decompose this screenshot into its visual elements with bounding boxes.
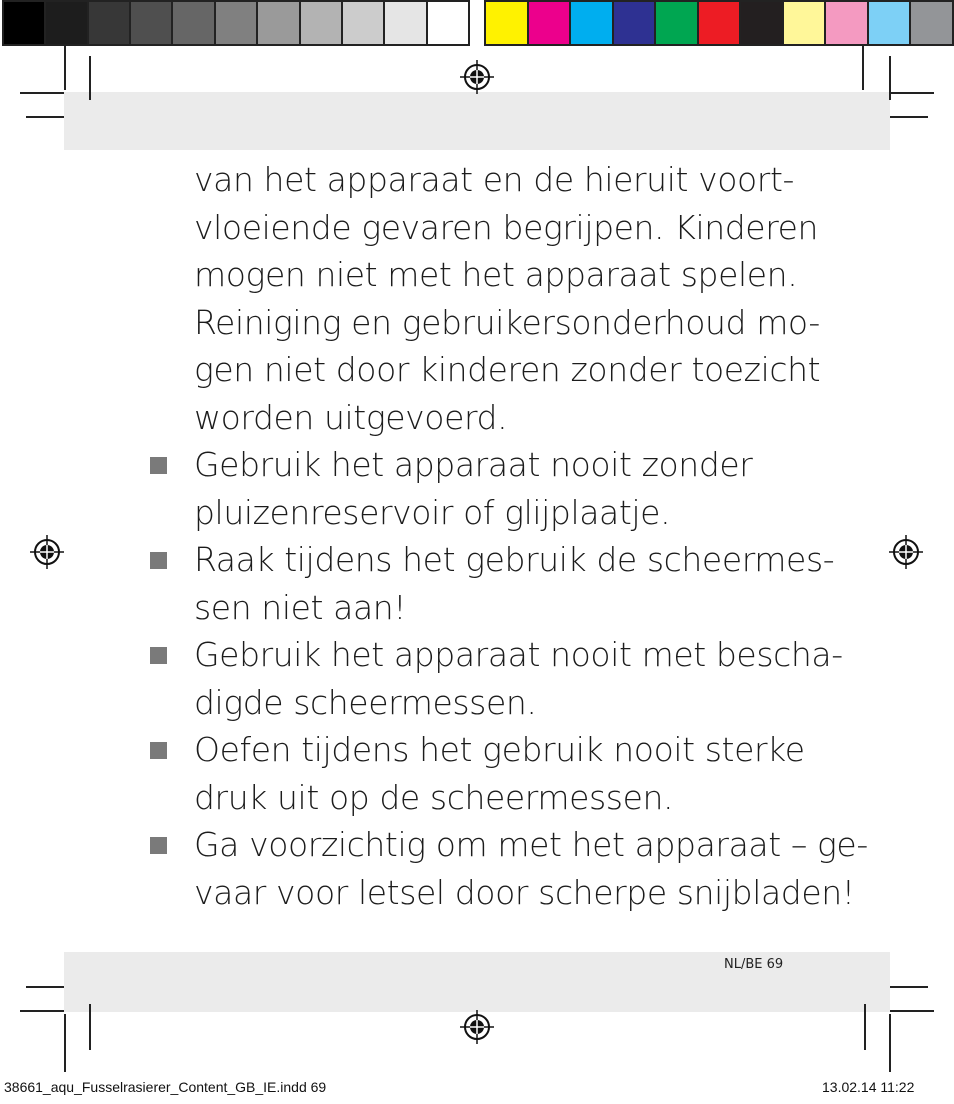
page-number: NL/BE 69 (724, 957, 784, 972)
color-swatch (656, 2, 699, 44)
bullet-item (194, 726, 834, 821)
color-swatch (301, 2, 343, 44)
color-swatch (869, 2, 912, 44)
bullet-item (194, 631, 843, 726)
intro-line: vloeiende gevaren begrijpen. Kinderen (194, 207, 819, 247)
intro-line: mogen niet met het apparaat spelen. (194, 255, 798, 294)
color-swatch (216, 2, 258, 44)
color-swatch (571, 2, 614, 44)
color-swatch (89, 2, 131, 44)
bullet-line: digde scheermessen. (194, 682, 537, 722)
color-swatch (911, 2, 952, 44)
square-bullet-icon (150, 742, 167, 759)
crop-mark (890, 986, 928, 988)
bullet-line: vaar voor letsel door scherpe snijbladen! (194, 872, 855, 912)
crop-mark (20, 1010, 64, 1012)
bullet-item (194, 821, 868, 916)
crop-mark (64, 1014, 66, 1072)
intro-line: Reiniging en gebruikersonderhoud mo- (194, 302, 820, 342)
bullet-line: Ga voorzichtig om met het apparaat – ge- (194, 825, 868, 864)
color-swatch (486, 2, 529, 44)
process-color-bar (484, 0, 954, 46)
square-bullet-icon (150, 552, 167, 569)
color-swatch (258, 2, 300, 44)
crop-mark (26, 116, 64, 118)
color-swatch (428, 2, 468, 44)
intro-line: gen niet door kinderen zonder toezicht (194, 350, 821, 389)
crop-mark (862, 46, 864, 90)
color-swatch (46, 2, 88, 44)
crop-mark (64, 46, 66, 90)
color-swatch (4, 2, 46, 44)
grayscale-color-bar (2, 0, 470, 46)
crop-mark (20, 92, 64, 94)
color-swatch (529, 2, 572, 44)
crop-mark (89, 56, 91, 100)
color-swatch (173, 2, 215, 44)
registration-mark-icon (460, 60, 494, 94)
crop-mark (890, 1010, 934, 1012)
crop-mark (864, 1004, 866, 1050)
intro-line: worden uitgevoerd. (194, 397, 508, 437)
bullet-line: Gebruik het apparaat nooit met bescha- (194, 635, 843, 674)
color-swatch (699, 2, 742, 44)
bullet-line: Oefen tijdens het gebruik nooit sterke (194, 730, 805, 769)
crop-mark (889, 1014, 891, 1072)
crop-mark (890, 116, 928, 118)
square-bullet-icon (150, 837, 167, 854)
color-swatch (826, 2, 869, 44)
color-swatch (343, 2, 385, 44)
file-slug: 38661_aqu_Fusselrasierer_Content_GB_IE.indd 69 (4, 1079, 327, 1095)
color-swatch (131, 2, 173, 44)
registration-mark-icon (889, 535, 923, 569)
bullet-item (194, 536, 834, 631)
date-time-slug: 13.02.14 11:22 (822, 1079, 915, 1095)
crop-mark (890, 92, 934, 94)
bullet-line: Gebruik het apparaat nooit zonder (194, 445, 753, 484)
intro-line: van het apparaat en de hieruit voort- (194, 160, 795, 199)
color-swatch (614, 2, 657, 44)
bullet-line: druk uit op de scheermessen. (194, 777, 674, 817)
top-gray-band (64, 92, 890, 150)
bullet-line: Raak tijdens het gebruik de scheermes- (194, 540, 835, 579)
color-swatch (741, 2, 784, 44)
bullet-line: pluizenreservoir of glijplaatje. (194, 492, 671, 532)
crop-mark (89, 1004, 91, 1050)
color-swatch (385, 2, 427, 44)
square-bullet-icon (150, 457, 167, 474)
registration-mark-icon (460, 1010, 494, 1044)
square-bullet-icon (150, 647, 167, 664)
crop-mark (26, 986, 64, 988)
registration-mark-icon (30, 535, 64, 569)
color-swatch (784, 2, 827, 44)
bullet-line: sen niet aan! (194, 587, 407, 627)
bullet-item (194, 441, 834, 536)
safety-instructions-text (194, 156, 868, 916)
